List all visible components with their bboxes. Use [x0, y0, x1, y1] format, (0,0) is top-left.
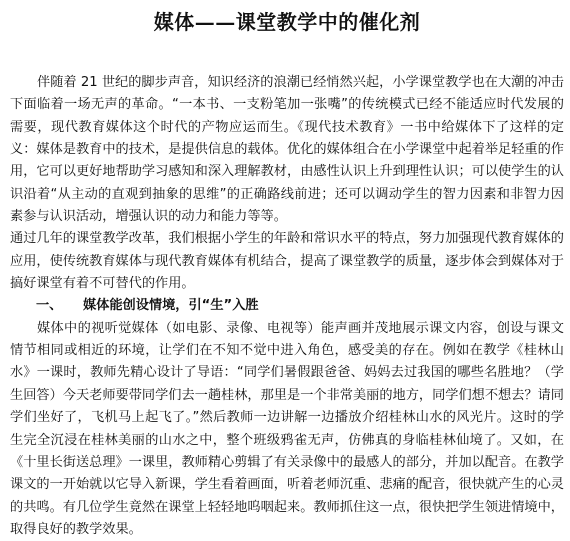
paragraph-reform: 通过几年的课堂教学改革，我们根据小学生的年龄和常识水平的特点，努力加强现代教育媒体的应用，使传统教育媒体与现代教育媒体有机结合，提高了课堂教学的质量，逐步体会到媒体对于搞好课堂有着不可替代的作用。 [10, 231, 564, 292]
section-number: 一、 [36, 298, 63, 314]
section-heading-text: 媒体能创设情境，引“生”入胜 [83, 298, 259, 314]
section-heading [10, 295, 564, 317]
document-title: 媒体——课堂教学中的催化剂 [153, 10, 421, 34]
title-spacer [10, 36, 564, 72]
paragraph-section-body: 媒体中的视听觉媒体（如电影、录像、电视等）能声画并茂地展示课文内容，创设与课文情节相同或相近的环境，让学们在不知不觉中进入角色，感受美的存在。例如在教学《桂林山水》一课时，教师先精心设计了导语：“同学们暑假跟爸爸、妈妈去过我国的哪些名胜地？（学生回答）今天老师要带同学们去一趟桂林，那里是一个非常美丽的地方，同学们想不想去？请同学们坐好了，飞机马上起飞了。”然后教师一边讲解一边播放介绍桂林山水的风光片。这时的学生完全沉浸在桂林美丽的山水之中，整个班级鸦雀无声，仿佛真的身临桂林仙境了。又如，在《十里长街送总理》一课里，教师精心剪辑了有关录像中的最感人的部分，并加以配音。在教学课文的一开始就以它导入新课，学生看着画面，听着老师沉重、悲痛的配音，很快就产生的心灵的共鸣。有几位学生竟然在课堂上轻轻地呜咽起来。教师抓住这一点，很快把学生领进情境中，取得良好的教学效果。 [10, 320, 564, 537]
paragraph-intro: 伴随着 21 世纪的脚步声音，知识经济的浪潮已经悄然兴起，小学课堂教学也在大潮的冲击下面临着一场无声的革命。“一本书、一支粉笔加一张嘴”的传统模式已经不能适应时代发展的需要，现代教育媒体这个时代的产物应运而生。《现代技术教育》一书中给媒体下了这样的定义：媒体是教育中的技术，是提供信息的载体。优化的媒体组合在小学课堂中起着举足轻重的作用，它可以更好地帮助学习感知和深入理解教材，由感性认识上升到理性认识；可以使学生的认识沿着“从主动的直观到抽象的思维”的正确路线前进；还可以调动学生的智力因素和非智力因素参与认识活动，增强认识的动力和能力等等。 [10, 75, 564, 225]
